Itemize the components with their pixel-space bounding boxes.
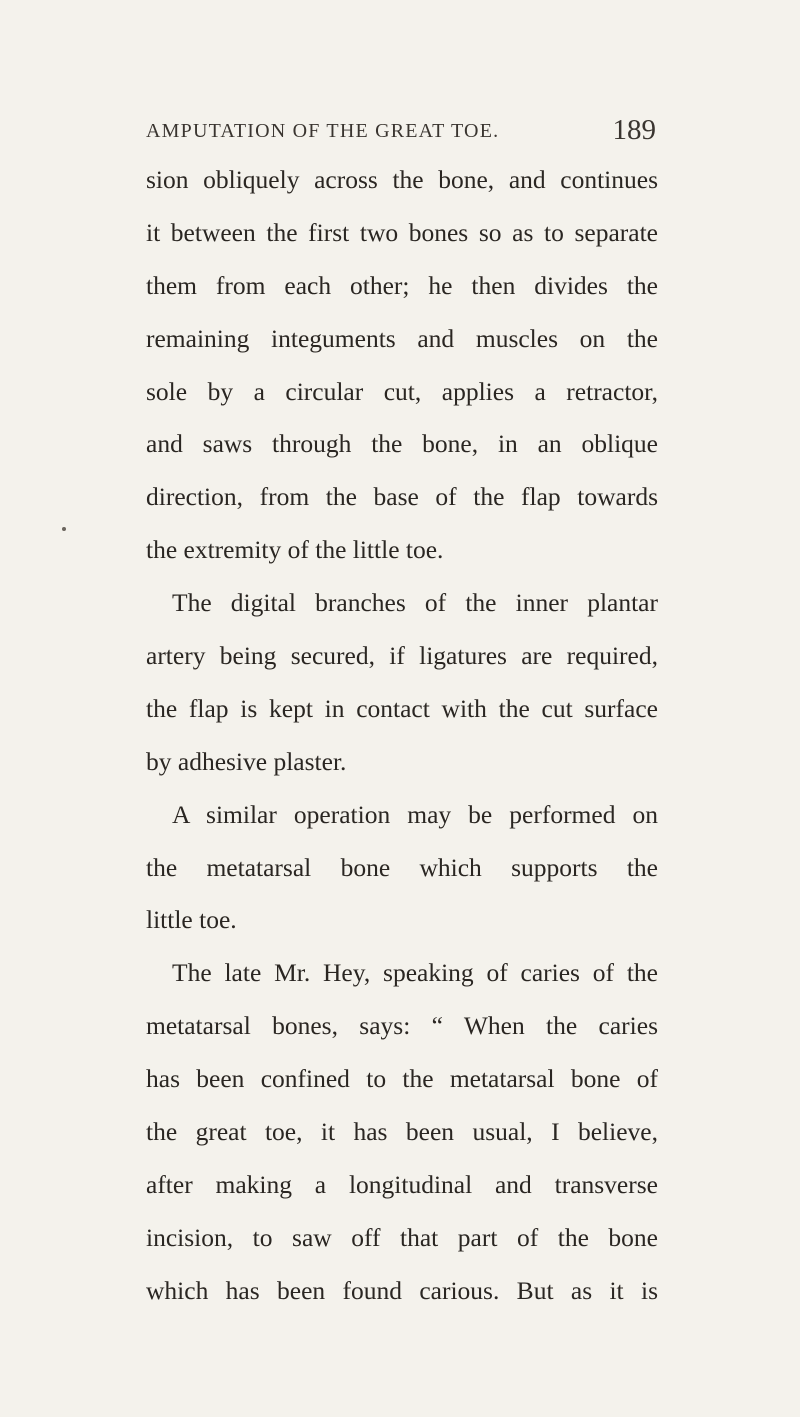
page-number: 189 — [612, 114, 656, 146]
body-text — [146, 154, 658, 1318]
text-line: after making a longitudinal and transverse — [146, 1169, 658, 1199]
text-line: the great toe, it has been usual, I believe, — [146, 1117, 658, 1147]
text-line: sole by a circular cut, applies a retractor, — [146, 376, 658, 406]
text-line: them from each other; he then divides the — [146, 270, 658, 300]
text-line: direction, from the base of the flap towards — [146, 482, 658, 512]
text-line: The digital branches of the inner plantar — [172, 588, 658, 618]
text-line: metatarsal bones, says: “ When the caries — [146, 1011, 658, 1041]
text-line: A similar operation may be performed on — [172, 799, 658, 829]
text-line: the extremity of the little toe. — [146, 535, 444, 565]
text-line: incision, to saw off that part of the bone — [146, 1222, 658, 1252]
text-line: sion obliquely across the bone, and continues — [146, 165, 658, 194]
text-line: the flap is kept in contact with the cut surface — [146, 693, 658, 723]
text-line: remaining integuments and muscles on the — [146, 323, 658, 353]
text-line: The late Mr. Hey, speaking of caries of the — [172, 958, 658, 988]
running-head — [146, 114, 656, 154]
text-line: artery being secured, if ligatures are required, — [146, 641, 658, 671]
text-line: little toe. — [146, 905, 237, 935]
running-title: AMPUTATION OF THE GREAT TOE. — [146, 120, 500, 142]
text-line: which has been found carious. But as it is — [146, 1275, 658, 1305]
text-line: has been confined to the metatarsal bone of — [146, 1064, 658, 1094]
text-line: by adhesive plaster. — [146, 746, 347, 776]
text-line: it between the first two bones so as to separate — [146, 217, 658, 247]
text-line: the metatarsal bone which supports the — [146, 852, 658, 882]
margin-mark — [62, 527, 66, 531]
text-line: and saws through the bone, in an oblique — [146, 429, 658, 459]
